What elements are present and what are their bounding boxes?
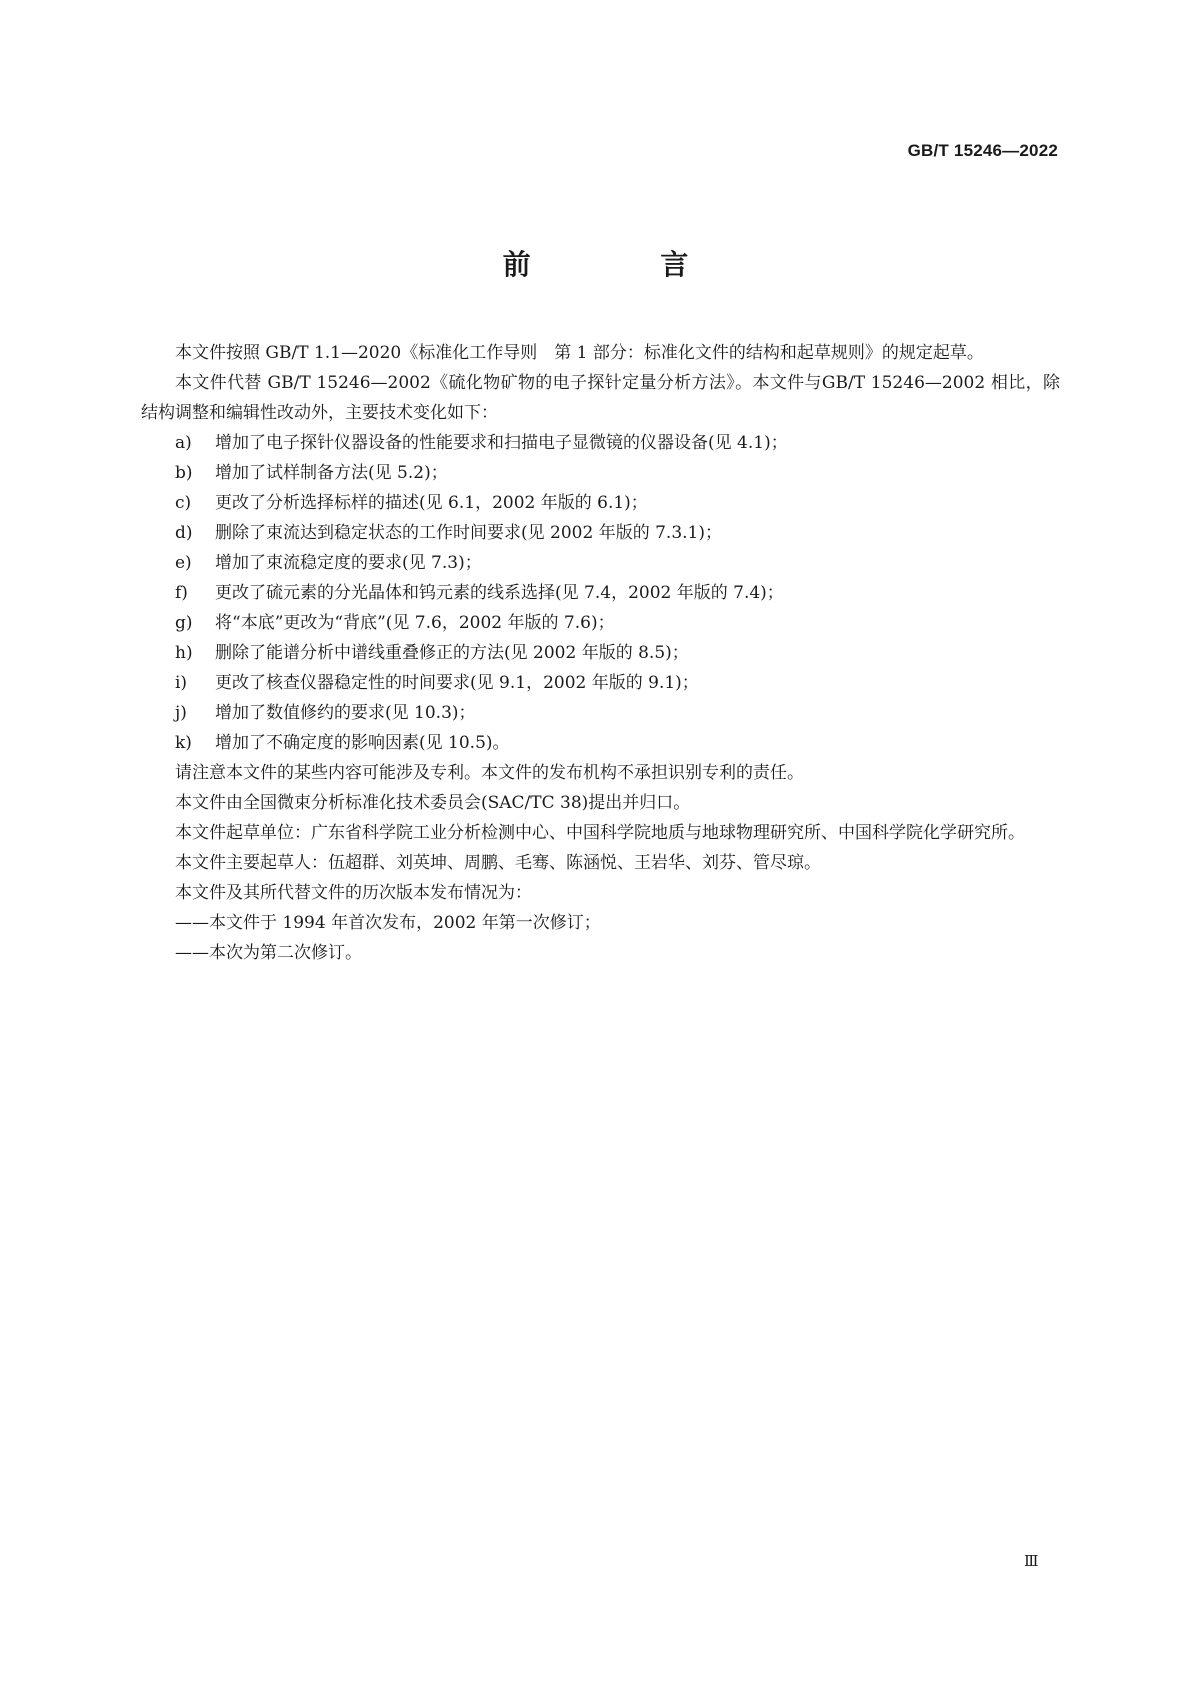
paragraph-patent-notice: 请注意本文件的某些内容可能涉及专利。本文件的发布机构不承担识别专利的责任。 <box>175 763 804 783</box>
standard-code: GB/T 15246—2022 <box>907 141 1058 160</box>
list-item-text: 删除了束流达到稳定状态的工作时间要求(见 2002 年版的 7.3.1)； <box>215 523 722 543</box>
list-item-text: 将“本底”更改为“背底”(见 7.6，2002 年版的 7.6)； <box>215 613 615 633</box>
list-item <box>141 428 1060 458</box>
list-item-text: 更改了分析选择标样的描述(见 6.1，2002 年版的 6.1)； <box>215 493 648 513</box>
list-marker: k) <box>175 733 192 753</box>
list-marker: j) <box>175 703 187 723</box>
list-item <box>141 488 1060 518</box>
paragraph-history-intro: 本文件及其所代替文件的历次版本发布情况为： <box>175 883 532 903</box>
list-item-text: 增加了数值修约的要求(见 10.3)； <box>215 703 476 723</box>
paragraph-drafters: 本文件主要起草人：伍超群、刘英坤、周鹏、毛骞、陈涵悦、王岩华、刘芬、管尽琼。 <box>175 853 821 873</box>
list-item <box>141 668 1060 698</box>
paragraph-proposer: 本文件由全国微束分析标准化技术委员会(SAC/TC 38)提出并归口。 <box>175 793 691 813</box>
list-item-text: 增加了电子探针仪器设备的性能要求和扫描电子显微镜的仪器设备(见 4.1)； <box>215 433 788 453</box>
foreword-body <box>141 338 1060 968</box>
list-marker: i) <box>175 673 188 693</box>
page-number: Ⅲ <box>1024 1552 1039 1570</box>
list-item-text: 增加了不确定度的影响因素(见 10.5)。 <box>215 733 510 753</box>
list-item-text: 删除了能谱分析中谱线重叠修正的方法(见 2002 年版的 8.5)； <box>215 643 689 663</box>
list-marker: e) <box>175 553 192 573</box>
list-item <box>141 698 1060 728</box>
list-marker: b) <box>175 463 193 483</box>
list-item <box>141 578 1060 608</box>
list-item <box>141 728 1060 758</box>
list-marker: a) <box>175 433 192 453</box>
list-item <box>141 458 1060 488</box>
changes-list <box>141 428 1060 758</box>
paragraph-replacement: 本文件代替 GB/T 15246—2002《硫化物矿物的电子探针定量分析方法》。本文件与GB/T 15246—2002 相比，除结构调整和编辑性改动外，主要技术变化如下： <box>141 373 1060 423</box>
list-item <box>141 638 1060 668</box>
list-item-text: 更改了核查仪器稳定性的时间要求(见 9.1，2002 年版的 9.1)； <box>215 673 699 693</box>
history-item: ——本文件于 1994 年首次发布，2002 年第一次修订； <box>175 913 601 933</box>
list-item <box>141 608 1060 638</box>
list-item-text: 更改了硫元素的分光晶体和钨元素的线系选择(见 7.4，2002 年版的 7.4)； <box>215 583 784 603</box>
history-item: ——本次为第二次修订。 <box>175 943 362 963</box>
list-marker: d) <box>175 523 193 543</box>
paragraph-drafting-basis: 本文件按照 GB/T 1.1—2020《标准化工作导则 第 1 部分：标准化文件的结构和起草规则》的规定起草。 <box>175 343 984 363</box>
list-item <box>141 518 1060 548</box>
list-marker: g) <box>175 613 193 633</box>
list-marker: h) <box>175 643 193 663</box>
list-item <box>141 548 1060 578</box>
list-item-text: 增加了试样制备方法(见 5.2)； <box>215 463 448 483</box>
list-item-text: 增加了束流稳定度的要求(见 7.3)； <box>215 553 482 573</box>
page-title: 前 言 <box>502 248 749 281</box>
list-marker: c) <box>175 493 192 513</box>
list-marker: f) <box>175 583 188 603</box>
paragraph-drafting-units: 本文件起草单位：广东省科学院工业分析检测中心、中国科学院地质与地球物理研究所、中国科学院化学研究所。 <box>175 823 1025 843</box>
